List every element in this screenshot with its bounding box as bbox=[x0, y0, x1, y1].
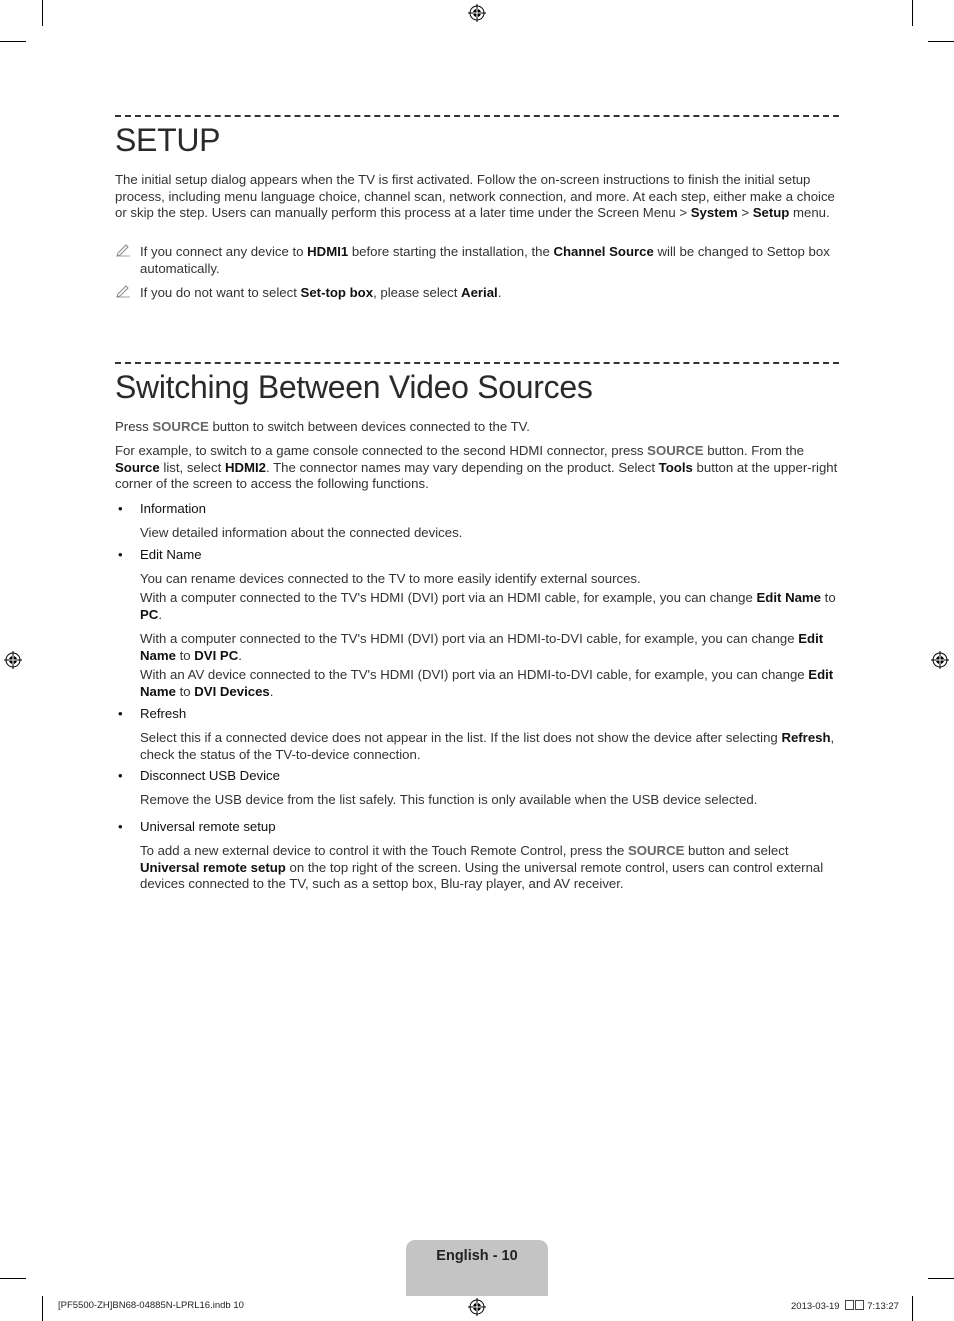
crop-mark-bottom-left-horizontal bbox=[0, 1278, 26, 1279]
bullet-dot: • bbox=[118, 547, 123, 562]
crop-mark-bottom-right-vertical bbox=[912, 1296, 913, 1321]
section-divider bbox=[115, 362, 839, 364]
edit-name-description-2: With a computer connected to the TV's HDMI (DVI) port via an HDMI cable, for example, you can change Edit Name to PC. bbox=[140, 590, 836, 622]
crop-mark-bottom-left-vertical bbox=[42, 1296, 43, 1321]
setup-intro-paragraph: The initial setup dialog appears when the TV is first activated. Follow the on-screen instructions to finish the initial setup process, including menu language choice, channel scan, network connection, and more. At each step, either make a choice or skip the step. Users can manually perform this process at a later time under the Screen Menu > System > Setup menu. bbox=[115, 172, 835, 221]
bullet-dot: • bbox=[118, 501, 123, 516]
refresh-description: Select this if a connected device does not appear in the list. If the list does not show the device after selecting Refresh, check the status of the TV-to-device connection. bbox=[140, 730, 835, 762]
switching-paragraph-2: For example, to switch to a game console connected to the second HDMI connector, press SOURCE button. From the Source list, select HDMI2. The connector names may vary depending on the product. Select Tools button at the upper-right corner of the screen to access the following functions. bbox=[115, 443, 838, 492]
crop-mark-top-right-vertical bbox=[912, 0, 913, 26]
section-title-setup: SETUP bbox=[115, 122, 221, 158]
print-slug-file: [PF5500-ZH]BN68-04885N-LPRL16.indb 10 bbox=[58, 1300, 244, 1311]
bullet-dot: • bbox=[118, 819, 123, 834]
disconnect-usb-description: Remove the USB device from the list safely. This function is only available when the USB device selected. bbox=[140, 792, 758, 807]
bullet-dot: • bbox=[118, 706, 123, 721]
bullet-dot: • bbox=[118, 768, 123, 783]
crop-mark-top-left-vertical bbox=[42, 0, 43, 26]
registration-mark-icon bbox=[931, 651, 949, 669]
section-title-switching: Switching Between Video Sources bbox=[115, 369, 593, 405]
bullet-label: Edit Name bbox=[140, 547, 202, 562]
note-hdmi1: If you connect any device to HDMI1 before starting the installation, the Channel Source will be changed to Settop box automatically. bbox=[115, 244, 839, 277]
bullet-label: Refresh bbox=[140, 706, 187, 721]
crop-mark-top-right-horizontal bbox=[928, 41, 954, 42]
section-divider bbox=[115, 115, 839, 117]
page-number-label: English - 10 bbox=[436, 1248, 518, 1264]
crop-mark-top-left-horizontal bbox=[0, 41, 26, 42]
edit-name-description-1: You can rename devices connected to the TV to more easily identify external sources. bbox=[140, 571, 641, 586]
edit-name-description-3: With a computer connected to the TV's HDMI (DVI) port via an HDMI-to-DVI cable, for example, you can change Edit Name to DVI PC. bbox=[140, 631, 824, 663]
registration-mark-icon bbox=[4, 651, 22, 669]
registration-mark-icon bbox=[468, 1298, 486, 1316]
bullet-label: Universal remote setup bbox=[140, 819, 276, 834]
page-number-tab bbox=[406, 1240, 548, 1296]
bullet-label: Information bbox=[140, 501, 206, 516]
universal-remote-description: To add a new external device to control it with the Touch Remote Control, press the SOURCE button and select Universal remote setup on the top right of the screen. Using the universal remote control, users can control external devices connected to the TV, such as a settop box, Blu-ray player, and AV receiver. bbox=[140, 843, 824, 892]
switching-paragraph-1: Press SOURCE button to switch between devices connected to the TV. bbox=[115, 419, 530, 434]
crop-mark-bottom-right-horizontal bbox=[928, 1278, 954, 1279]
information-description: View detailed information about the connected devices. bbox=[140, 525, 463, 540]
bullet-label: Disconnect USB Device bbox=[140, 768, 280, 783]
print-slug-timestamp: 2013-03-19 7:13:27 bbox=[791, 1301, 899, 1312]
pencil-note-icon bbox=[115, 285, 133, 304]
edit-name-description-4: With an AV device connected to the TV's HDMI (DVI) port via an HDMI-to-DVI cable, for example, you can change Edit Name to DVI Devices. bbox=[140, 667, 834, 699]
note-settop-box: If you do not want to select Set-top box, please select Aerial. bbox=[115, 285, 839, 302]
registration-mark-icon bbox=[468, 4, 486, 22]
pencil-note-icon bbox=[115, 244, 133, 263]
